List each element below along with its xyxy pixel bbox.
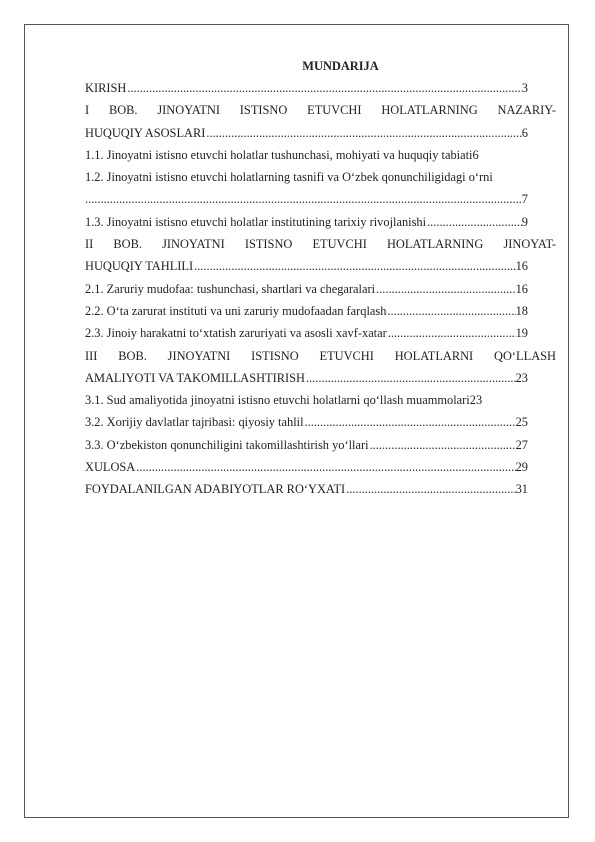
toc-entry-text: 2.1. Zaruriy mudofaa: tushunchasi, shartlari va chegaralari [85, 281, 376, 296]
toc-page-number: 6 [472, 147, 479, 162]
toc-entry-text: 1.3. Jinoyatni istisno etuvchi holatlar institutining tarixiy rivojlanishi [85, 214, 427, 229]
toc-leader-dots [305, 411, 516, 433]
toc-entry-text: HUQUQIY TAHLILI [85, 259, 194, 274]
toc-entry-3-3[interactable] [85, 434, 528, 456]
toc-page-number: 16 [515, 281, 528, 296]
toc-entry-references[interactable] [85, 478, 528, 500]
toc-entry-kirish[interactable] [85, 77, 528, 99]
toc-leader-dots [376, 278, 516, 300]
toc-entry-2-2[interactable] [85, 300, 528, 322]
toc-entry-text: HUQUQIY ASOSLARI [85, 125, 206, 140]
toc-page-number: 7 [521, 192, 528, 207]
toc-page-number: 23 [469, 393, 483, 408]
toc-entry-text: 2.3. Jinoiy harakatni to‘xtatish zaruriyati va asosli xavf-xatar [85, 326, 387, 341]
toc-leader-dots [387, 300, 515, 322]
toc-page-number: 19 [515, 326, 528, 341]
toc-entry-1-2-line2[interactable] [85, 188, 528, 210]
toc-entry-3-1[interactable] [85, 389, 556, 411]
toc-entry-text: KIRISH [85, 81, 127, 95]
toc-entry-text: AMALIYOTI VA TAKOMILLASHTIRISH [85, 370, 305, 385]
toc-entry-text: 3.3. O‘zbekiston qonunchiligini takomillashtirish yo‘llari [85, 437, 369, 452]
toc-leader-dots [194, 255, 516, 277]
toc-page-number: 18 [515, 303, 528, 318]
toc-leader-dots [85, 188, 522, 210]
toc-chapter-heading[interactable]: III BOB. JINOYATNI ISTISNO ETUVCHI HOLATLARNI QO‘LLASH [85, 348, 556, 363]
toc-leader-dots [370, 434, 516, 456]
toc-page-number: 29 [515, 460, 528, 475]
toc-entry-chapter-3[interactable] [85, 367, 528, 389]
toc-entry-3-2[interactable] [85, 411, 528, 433]
toc-entry-text: 2.2. O‘ta zarurat instituti va uni zaruriy mudofaadan farqlash [85, 303, 387, 318]
toc-page-number: 27 [515, 437, 528, 452]
toc-page-number: 31 [515, 482, 528, 497]
toc-leader-dots [127, 77, 521, 99]
toc-entry-1-3[interactable] [85, 211, 528, 233]
toc-leader-dots [206, 122, 521, 144]
toc-page-number: 9 [521, 214, 528, 229]
toc-title: MUNDARIJA [302, 59, 379, 73]
toc-entry-text: 3.2. Xorijiy davlatlar tajribasi: qiyosiy tahlil [85, 415, 304, 430]
toc-leader-dots [306, 367, 516, 389]
toc-entry-2-1[interactable] [85, 278, 528, 300]
toc-leader-dots [388, 322, 516, 344]
toc-leader-dots [427, 211, 522, 233]
table-of-contents [85, 55, 556, 501]
toc-chapter-heading[interactable]: I BOB. JINOYATNI ISTISNO ETUVCHI HOLATLARNING NAZARIY- [85, 103, 556, 118]
toc-entry-text: 3.1. Sud amaliyotida jinoyatni istisno etuvchi holatlarni qo‘llash muammolari [85, 393, 470, 408]
toc-chapter-heading[interactable]: II BOB. JINOYATNI ISTISNO ETUVCHI HOLATLARNING JINOYAT- [85, 237, 556, 252]
toc-entry-1-1[interactable] [85, 144, 556, 166]
toc-entry-text: FOYDALANILGAN ADABIYOTLAR RO‘YXATI [85, 482, 346, 497]
toc-page-number: 3 [521, 81, 528, 95]
toc-entry-chapter-1[interactable] [85, 122, 528, 144]
toc-page-number: 23 [515, 370, 528, 385]
toc-leader-dots [136, 456, 515, 478]
toc-entry-xulosa[interactable] [85, 456, 528, 478]
toc-page-number: 25 [515, 415, 528, 430]
toc-entry-1-2-line1[interactable]: 1.2. Jinoyatni istisno etuvchi holatlarning tasnifi va O‘zbek qonunchiligidagi o‘rni [85, 170, 493, 185]
toc-entry-text: XULOSA [85, 460, 136, 475]
toc-page-number: 6 [521, 125, 528, 140]
toc-page-number: 16 [515, 259, 528, 274]
toc-entry-chapter-2[interactable] [85, 255, 528, 277]
toc-entry-2-3[interactable] [85, 322, 528, 344]
toc-leader-dots [346, 478, 515, 500]
toc-entry-text: 1.1. Jinoyatni istisno etuvchi holatlar tushunchasi, mohiyati va huquqiy tabiati [85, 147, 473, 162]
